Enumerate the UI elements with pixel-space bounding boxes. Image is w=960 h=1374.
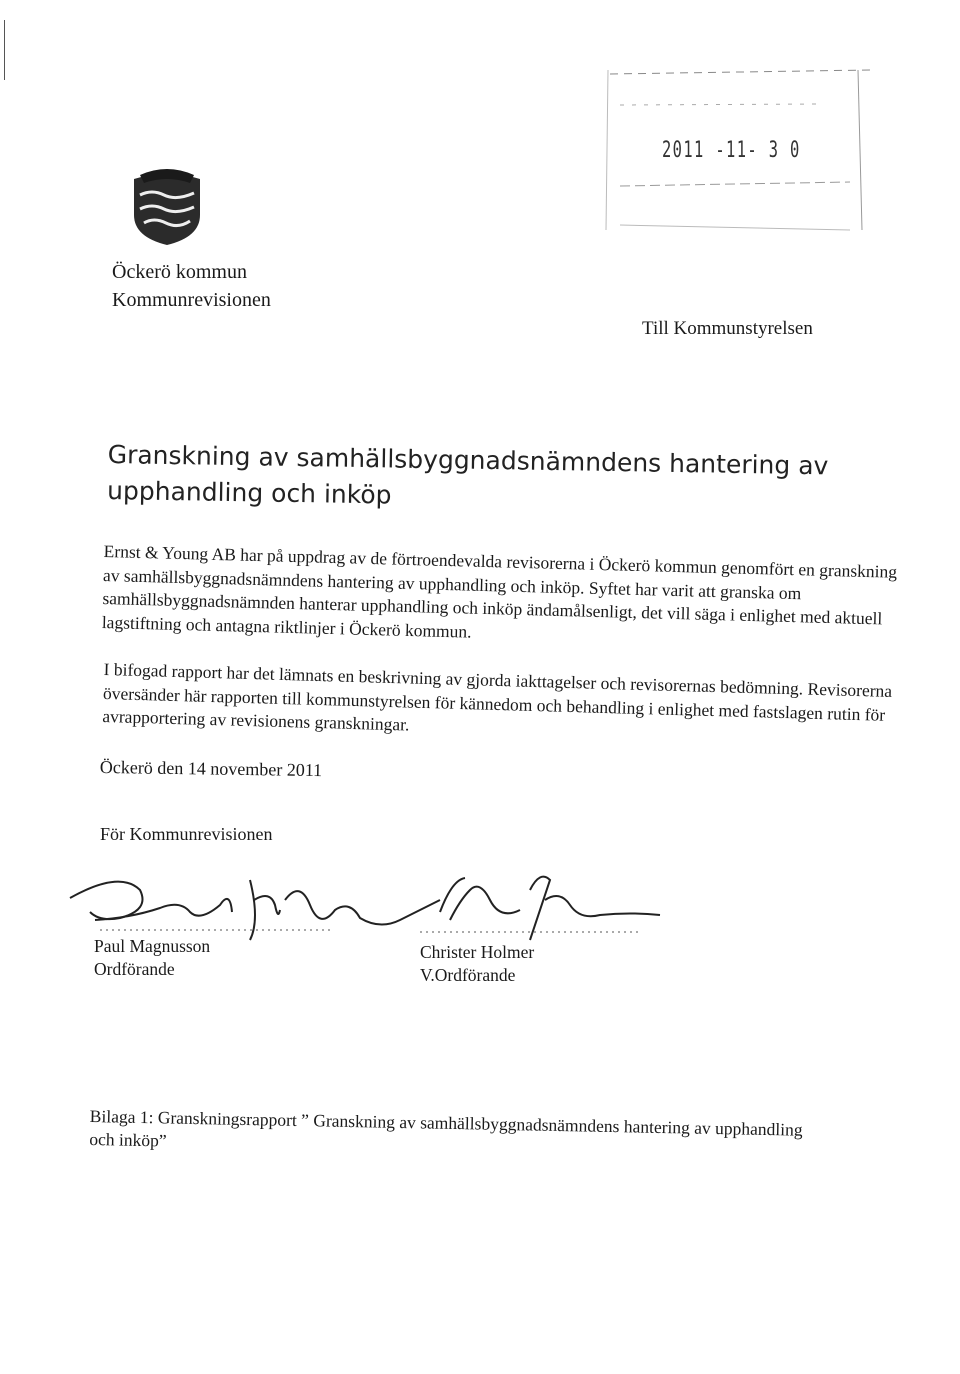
- sender-municipality: Öckerö kommun: [112, 261, 247, 283]
- sender-department: Kommunrevisionen: [112, 289, 271, 311]
- sender-block: [112, 258, 271, 314]
- scan-edge-mark: [4, 20, 5, 80]
- signatory-role: Ordförande: [94, 959, 175, 979]
- recipient: Till Kommunstyrelsen: [642, 318, 813, 339]
- signatory-1: [94, 935, 210, 981]
- on-behalf-line: För Kommunrevisionen: [100, 824, 273, 844]
- signatory-2: [420, 941, 534, 987]
- signatory-name: Paul Magnusson: [94, 936, 211, 956]
- stamp-date: 2011 -11- 3 0: [662, 138, 801, 163]
- municipal-crest-icon: [132, 165, 202, 247]
- document-title: Granskning av samhällsbyggnadsnämndens hantering av upphandling och inköp: [106, 439, 829, 510]
- body-paragraph-1: Ernst & Young AB har på uppdrag av de förtroendevalda revisorerna i Öckerö kommun genomfört en granskning av samhällsbyggnadsnämndens hantering av upphandling och inköp. Syftet har varit att granska om samhällsbyggnadsnämnden hanterar upphandling och inköp ändamålsenligt, det vill säga i enlighet med aktuell lagstiftning och antagna riktlinjer i Öckerö kommun.: [101, 540, 898, 642]
- body-paragraph-2: I bifogad rapport har det lämnats en beskrivning av gjorda iakttagelser och revisorernas bedömning. Revisorerna översänder här rapporten till kommunstyrelsen för kännedom och behandling i enlighet med fastslagen rutin för avrapportering av revisionens granskningar.: [102, 658, 893, 735]
- signatory-name: Christer Holmer: [420, 942, 535, 962]
- place-date: Öckerö den 14 november 2011: [99, 757, 323, 781]
- received-stamp: [600, 60, 880, 240]
- attachment-note: Bilaga 1: Granskningsrapport ” Granskning av samhällsbyggnadsnämndens hantering av upphandling och inköp”: [89, 1105, 803, 1151]
- signatory-role: V.Ordförande: [420, 965, 516, 985]
